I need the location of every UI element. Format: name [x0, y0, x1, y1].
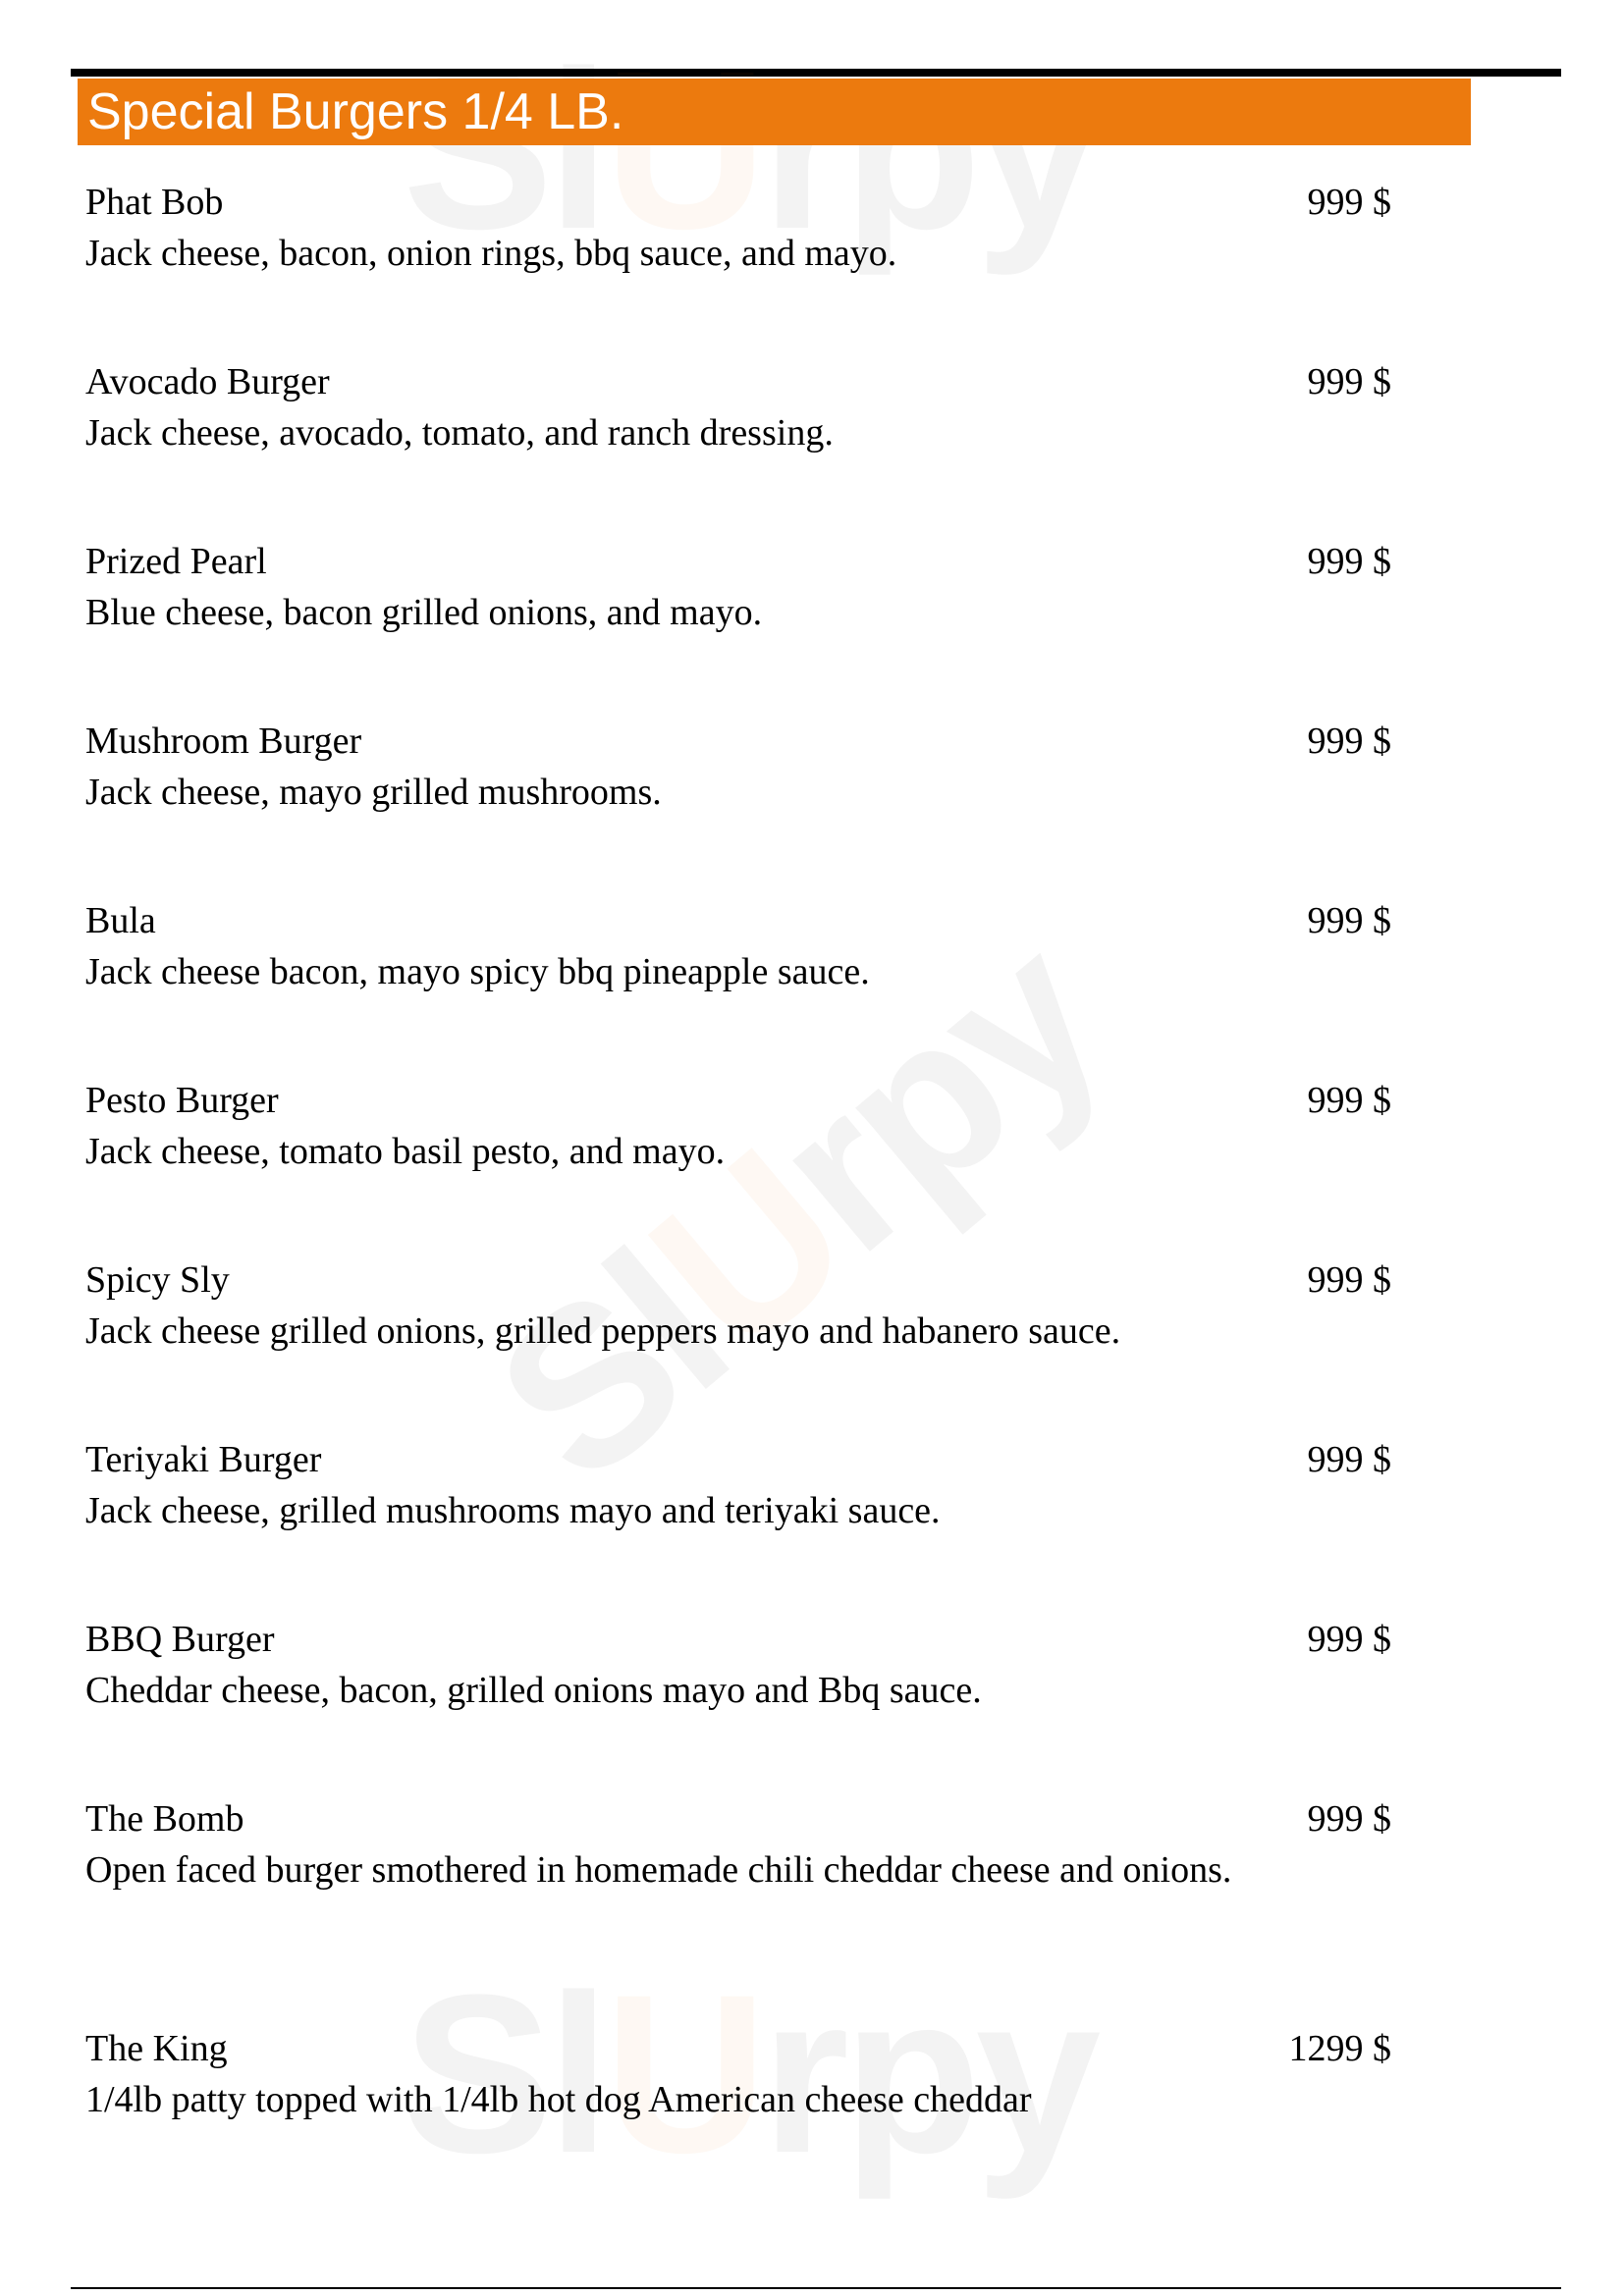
item-description: Jack cheese, tomato basil pesto, and mayo. — [85, 1131, 726, 1172]
item-name: Spicy Sly — [85, 1259, 230, 1301]
bottom-rule — [71, 2287, 1561, 2289]
item-name: Teriyaki Burger — [85, 1439, 322, 1480]
item-description: Jack cheese, bacon, onion rings, bbq sauce, and mayo. — [85, 233, 897, 274]
item-name: Phat Bob — [85, 182, 224, 223]
item-name: Bula — [85, 900, 156, 941]
item-description: Jack cheese, avocado, tomato, and ranch dressing. — [85, 412, 834, 454]
item-price: 999 $ — [1307, 182, 1391, 223]
item-name: Avocado Burger — [85, 361, 330, 402]
item-price: 999 $ — [1307, 361, 1391, 402]
item-name: Pesto Burger — [85, 1080, 279, 1121]
item-description: Jack cheese, mayo grilled mushrooms. — [85, 772, 662, 813]
item-price: 1299 $ — [1288, 2028, 1391, 2069]
item-price: 999 $ — [1307, 1080, 1391, 1121]
item-price: 999 $ — [1307, 900, 1391, 941]
item-name: The Bomb — [85, 1798, 244, 1840]
item-price: 999 $ — [1307, 541, 1391, 582]
item-description: Cheddar cheese, bacon, grilled onions mayo and Bbq sauce. — [85, 1670, 982, 1711]
section-title: Special Burgers 1/4 LB. — [78, 79, 1471, 145]
item-price: 999 $ — [1307, 721, 1391, 762]
top-rule — [71, 69, 1561, 77]
item-price: 999 $ — [1307, 1619, 1391, 1660]
item-price: 999 $ — [1307, 1259, 1391, 1301]
item-price: 999 $ — [1307, 1439, 1391, 1480]
item-price: 999 $ — [1307, 1798, 1391, 1840]
item-name: BBQ Burger — [85, 1619, 275, 1660]
item-description: Jack cheese grilled onions, grilled peppers mayo and habanero sauce. — [85, 1310, 1121, 1352]
item-name: The King — [85, 2028, 228, 2069]
item-description: Jack cheese, grilled mushrooms mayo and teriyaki sauce. — [85, 1490, 941, 1531]
item-description: 1/4lb patty topped with 1/4lb hot dog American cheese cheddar — [85, 2079, 1032, 2120]
item-description: Jack cheese bacon, mayo spicy bbq pineapple sauce. — [85, 951, 870, 992]
item-description: Blue cheese, bacon grilled onions, and mayo. — [85, 592, 763, 633]
item-description: Open faced burger smothered in homemade chili cheddar cheese and onions. — [85, 1849, 1232, 1891]
item-name: Prized Pearl — [85, 541, 267, 582]
item-name: Mushroom Burger — [85, 721, 362, 762]
